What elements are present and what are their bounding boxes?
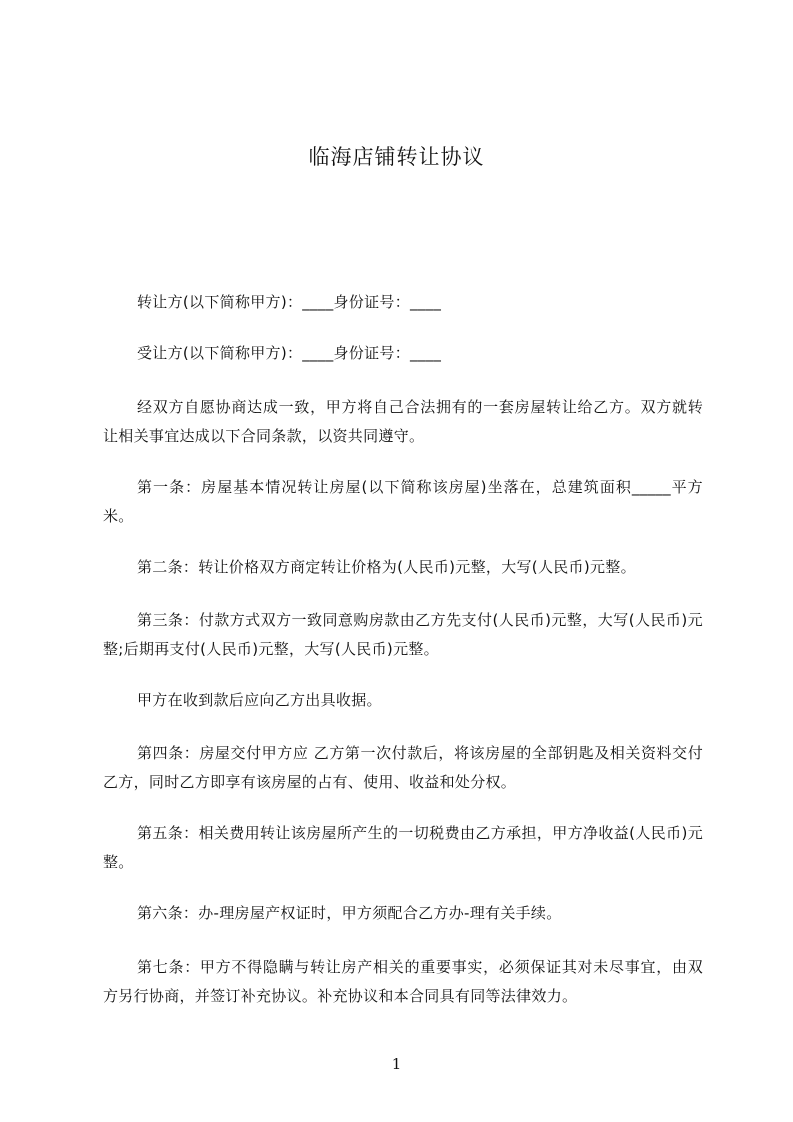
paragraph-article-5: 第五条：相关费用转让该房屋所产生的一切税费由乙方承担，甲方净收益(人民币)元整。 bbox=[103, 824, 703, 871]
paragraph-article-6: 第六条：办-理房屋产权证时，甲方须配合乙方办-理有关手续。 bbox=[137, 904, 562, 922]
paragraph-receipt: 甲方在收到款后应向乙方出具收据。 bbox=[137, 691, 382, 709]
document-title: 临海店铺转让协议 bbox=[308, 145, 485, 169]
paragraph-preamble: 经双方自愿协商达成一致，甲方将自己合法拥有的一套房屋转让给乙方。双方就转让相关事宜达成以下合同条款，以资共同遵守。 bbox=[103, 398, 703, 445]
page-number: 1 bbox=[391, 1055, 402, 1073]
paragraph-article-2: 第二条：转让价格双方商定转让价格为(人民币)元整，大写(人民币)元整。 bbox=[137, 558, 636, 576]
paragraph-article-7: 第七条：甲方不得隐瞒与转让房产相关的重要事实，必须保证其对未尽事宜，由双方另行协商，并签订补充协议。补充协议和本合同具有同等法律效力。 bbox=[103, 958, 703, 1005]
paragraph-transferee: 受让方(以下简称甲方)：____身份证号：____ bbox=[137, 344, 442, 362]
paragraph-article-3: 第三条：付款方式双方一致同意购房款由乙方先支付(人民币)元整，大写(人民币)元整;后期再支付(人民币)元整，大写(人民币)元整。 bbox=[103, 611, 703, 658]
paragraph-transferor: 转让方(以下简称甲方)：____身份证号：____ bbox=[137, 293, 442, 311]
paragraph-article-1: 第一条：房屋基本情况转让房屋(以下简称该房屋)坐落在，总建筑面积_____平方米。 bbox=[103, 478, 703, 525]
paragraph-article-4: 第四条：房屋交付甲方应 乙方第一次付款后，将该房屋的全部钥匙及相关资料交付乙方，同时乙方即享有该房屋的占有、使用、收益和处分权。 bbox=[103, 744, 703, 791]
